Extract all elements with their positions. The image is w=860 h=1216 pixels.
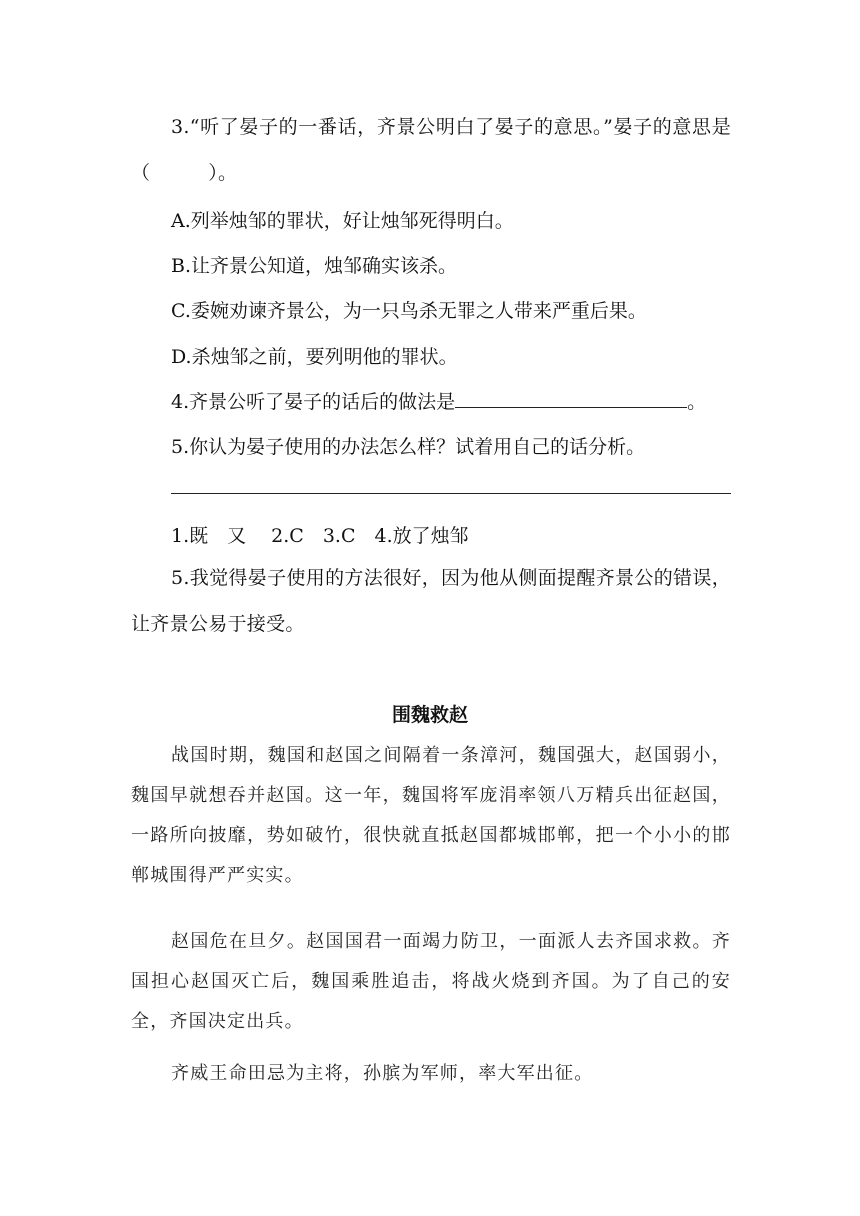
story-paragraph-2: 赵国危在旦夕。赵国国君一面竭力防卫，一面派人去齐国求救。齐国担心赵国灭亡后，魏国乘胜追击，将战火烧到齐国。为了自己的安全，齐国决定出兵。 bbox=[131, 931, 731, 1032]
answer-key-line-1: 1.既 又 2.C 3.C 4.放了烛邹 bbox=[171, 525, 469, 547]
question-3-option-d: D.杀烛邹之前，要列明他的罪状。 bbox=[171, 346, 458, 368]
question-4-text: 4.齐景公听了晏子的话后的做法是 bbox=[171, 391, 456, 413]
question-3-option-c: C.委婉劝谏齐景公，为一只鸟杀无罪之人带来严重后果。 bbox=[171, 300, 647, 322]
question-3-stem: 3.“听了晏子的一番话，齐景公明白了晏子的意思。”晏子的意思是（ ）。 bbox=[131, 116, 731, 184]
question-4 bbox=[171, 387, 706, 414]
answer-key-line-2: 5.我觉得晏子使用的方法很好，因为他从侧面提醒齐景公的错误，让齐景公易于接受。 bbox=[131, 567, 731, 635]
question-3-option-a: A.列举烛邹的罪状，好让烛邹死得明白。 bbox=[171, 210, 514, 232]
story-paragraph-1: 战国时期，魏国和赵国之间隔着一条漳河，魏国强大，赵国弱小，魏国早就想吞并赵国。这一年，魏国将军庞涓率领八万精兵出征赵国，一路所向披靡，势如破竹，很快就直抵赵国都城邯郸，把一个小小的邯郸城围得严严实实。 bbox=[131, 745, 731, 886]
question-3-option-b: B.让齐景公知道，烛邹确实该杀。 bbox=[171, 255, 458, 277]
question-5-answer-line bbox=[171, 493, 731, 494]
story-title: 围魏救赵 bbox=[391, 704, 468, 726]
story-paragraph-3: 齐威王命田忌为主将，孙膑为军师，率大军出征。 bbox=[171, 1063, 594, 1084]
question-4-suffix: 。 bbox=[687, 391, 707, 413]
question-4-answer-blank bbox=[455, 389, 687, 408]
question-5-stem: 5.你认为晏子使用的办法怎么样？试着用自己的话分析。 bbox=[171, 436, 646, 458]
